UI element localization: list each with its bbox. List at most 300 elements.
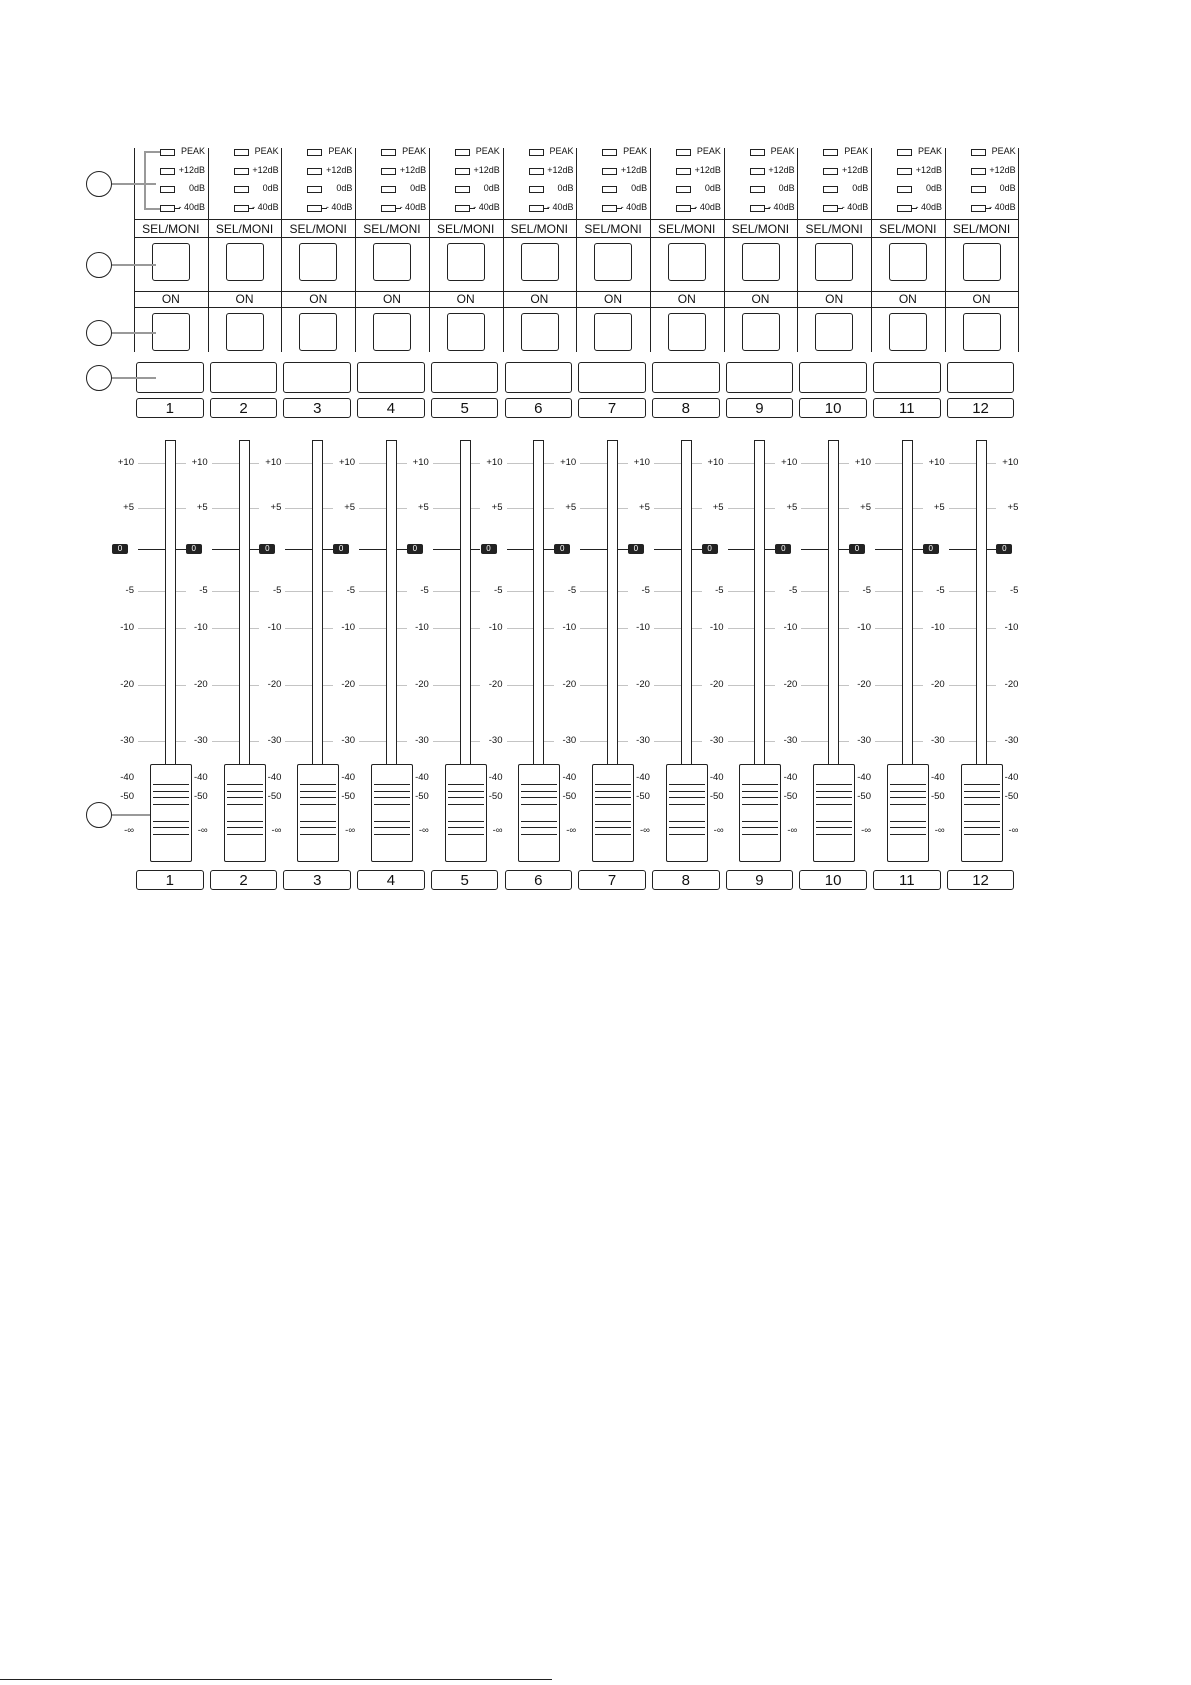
sel-moni-button-7[interactable] [594,243,632,281]
callout-marker [86,252,112,278]
fader-grid-line [433,508,481,509]
zero-db-badge: 0 [996,544,1012,554]
fader-scale-label: -∞ [639,825,650,836]
fader-knob-8[interactable] [666,764,708,862]
fader-scale-label: +5 [270,502,282,513]
fader-grid-line [212,628,260,629]
meter-led [381,168,396,175]
meter-label: - 40dB [546,202,574,212]
fader-scale-label: -40 [267,772,282,783]
fader-knob-groove [816,834,852,835]
fader-scale-label: -20 [341,679,356,690]
fader-scale-label: -10 [1004,622,1019,633]
fader-grid-line [433,628,481,629]
fader-scale-label: -10 [193,622,208,633]
fader-grid-line [285,628,333,629]
meter-led [676,168,691,175]
channel-separator [355,148,356,352]
meter-label: - 40dB [178,202,205,212]
fader-grid-line [875,463,923,464]
meter-led [750,205,765,212]
fader-grid-line [285,508,333,509]
on-button-4[interactable] [373,313,411,351]
fader-grid-line [433,685,481,686]
meter-label: - 40dB [620,202,648,212]
zero-db-badge: 0 [628,544,644,554]
fader-scale-label: -5 [420,585,429,596]
meter-led [307,205,322,212]
fader-scale-label: -50 [341,791,356,802]
zero-db-badge: 0 [186,544,202,554]
fader-scale-label: -50 [267,791,282,802]
meter-label: +12dB [326,165,353,175]
fader-grid-line [949,508,997,509]
fader-scale-label: -10 [709,622,724,633]
fader-knob-groove [521,791,557,792]
fader-track [239,440,250,768]
fader-knob-groove [374,797,410,798]
fader-knob-groove [742,791,778,792]
meter-led [160,205,175,212]
fader-knob-groove [448,797,484,798]
fader-knob-groove [742,797,778,798]
fader-grid-line [654,463,702,464]
zero-db-badge: 0 [702,544,718,554]
meter-label: - 40dB [694,202,721,212]
meter-label: - 40dB [252,202,279,212]
sel-moni-button-2[interactable] [226,243,264,281]
fader-scale-label: -50 [562,791,577,802]
zero-db-badge: 0 [775,544,791,554]
fader-grid-line [285,591,333,592]
callout-marker [86,365,112,391]
fader-knob-groove [964,821,1000,822]
meter-led [602,186,617,193]
on-label: ON [677,292,696,306]
fader-grid-line [580,591,628,592]
sel-moni-button-9[interactable] [742,243,780,281]
fader-scale-label: -30 [488,735,503,746]
fader-knob-groove [300,784,336,785]
meter-label: PEAK [254,146,279,156]
fader-knob-groove [374,827,410,828]
fader-scale-label: -5 [641,585,650,596]
fader-knob-groove [890,827,926,828]
sel-moni-label: SEL/MONI [584,222,642,236]
on-button-7[interactable] [594,313,632,351]
fader-grid-line [875,508,923,509]
on-button-6[interactable] [521,313,559,351]
fader-scale-label: -40 [636,772,650,783]
fader-knob-5[interactable] [445,764,487,862]
channel-number-label: 6 [505,870,573,890]
fader-scale-label: -20 [857,679,871,690]
fader-grid-line [728,741,776,742]
channel-number-label: 8 [652,870,720,890]
fader-grid-line [507,549,555,550]
meter-label: 0dB [483,183,500,193]
fader-knob-groove [153,797,189,798]
meter-led [676,205,691,212]
fader-grid-line [359,591,407,592]
fader-grid-line [212,591,260,592]
fader-knob-groove [521,827,557,828]
meter-led [750,186,765,193]
channel-separator [945,148,946,352]
fader-grid-line [285,549,333,550]
fader-knob-groove [595,821,631,822]
fader-scale-label: -∞ [492,825,503,836]
channel-number-label: 4 [357,398,425,418]
fader-grid-line [433,463,481,464]
fader-track [460,440,471,768]
meter-led [897,168,912,175]
sel-moni-label: SEL/MONI [879,222,937,236]
fader-knob-groove [448,821,484,822]
fader-scale-label: -∞ [124,825,134,836]
fader-scale-label: -20 [1004,679,1019,690]
fader-knob-groove [742,784,778,785]
meter-led [971,149,986,156]
channel-number-label: 7 [578,870,646,890]
meter-label: 0dB [336,183,353,193]
fader-scale-label: +5 [565,502,577,513]
fader-scale-label: -40 [709,772,724,783]
fader-knob-groove [964,804,1000,805]
fader-knob-groove [669,834,705,835]
fader-knob-groove [816,821,852,822]
meter-label: - 40dB [989,202,1016,212]
fader-grid-line [949,628,997,629]
sel-moni-button-5[interactable] [447,243,485,281]
meter-led [160,186,175,193]
channel-number-label: 11 [873,870,941,890]
fader-scale-label: -∞ [271,825,282,836]
fader-knob-groove [964,791,1000,792]
channel-number-label: 2 [210,398,278,418]
fader-scale-label: -40 [857,772,871,783]
channel-separator [797,148,798,352]
fader-knob-groove [448,791,484,792]
zero-db-badge: 0 [407,544,423,554]
channel-separator [134,148,135,352]
fader-knob-groove [300,797,336,798]
meter-led [529,149,544,156]
fader-scale-label: -30 [267,735,282,746]
fader-scale-label: -10 [415,622,429,633]
fader-knob-groove [300,827,336,828]
callout-bracket-bottom [144,208,160,210]
fader-scale-label: -20 [415,679,429,690]
zero-db-badge: 0 [112,544,128,554]
meter-led [234,186,249,193]
meter-led [602,149,617,156]
meter-label: PEAK [402,146,427,156]
meter-led [381,205,396,212]
fader-grid-line [654,685,702,686]
callout-leader [112,183,156,185]
fader-knob-groove [374,791,410,792]
sel-moni-button-4[interactable] [373,243,411,281]
fader-knob-groove [227,804,263,805]
channel-separator [281,148,282,352]
fader-track [828,440,839,768]
channel-name-strip [431,362,499,393]
channel-number-label: 12 [947,398,1015,418]
meter-label: - 40dB [399,202,427,212]
fader-knob-groove [227,791,263,792]
fader-scale-label: +10 [707,457,724,468]
fader-knob-4[interactable] [371,764,413,862]
meter-label: 0dB [852,183,869,193]
fader-knob-groove [595,834,631,835]
fader-scale-label: -40 [562,772,577,783]
fader-knob-groove [964,827,1000,828]
fader-scale-label: +10 [486,457,503,468]
on-button-12[interactable] [963,313,1001,351]
on-button-10[interactable] [815,313,853,351]
fader-grid-line [580,685,628,686]
channel-name-strip [578,362,646,393]
meter-led [455,205,470,212]
fader-scale-label: -30 [193,735,208,746]
fader-scale-label: +10 [338,457,356,468]
fader-grid-line [875,591,923,592]
on-button-8[interactable] [668,313,706,351]
fader-scale-label: -10 [562,622,577,633]
fader-scale-label: -40 [120,772,134,783]
sel-moni-label: SEL/MONI [510,222,569,236]
fader-grid-line [285,463,333,464]
channel-separator [1018,148,1019,352]
fader-knob-12[interactable] [961,764,1003,862]
fader-scale-label: -5 [567,585,577,596]
fader-knob-1[interactable] [150,764,192,862]
sel-moni-label: SEL/MONI [436,222,495,236]
fader-knob-groove [964,834,1000,835]
meter-label: +12dB [252,165,279,175]
fader-scale-label: -40 [930,772,945,783]
on-label: ON [972,292,991,306]
fader-knob-2[interactable] [224,764,266,862]
channel-number-label: 8 [652,398,720,418]
fader-knob-groove [153,827,189,828]
on-button-5[interactable] [447,313,485,351]
sel-moni-button-6[interactable] [521,243,559,281]
sel-moni-button-3[interactable] [299,243,337,281]
fader-grid-line [801,549,849,550]
channel-name-strip [947,362,1015,393]
fader-grid-line [359,508,407,509]
meter-label: PEAK [917,146,942,156]
on-button-11[interactable] [889,313,927,351]
fader-knob-groove [595,804,631,805]
on-label: ON [530,292,549,306]
meter-led [897,205,912,212]
fader-knob-7[interactable] [592,764,634,862]
fader-knob-groove [595,797,631,798]
on-button-2[interactable] [226,313,264,351]
fader-knob-3[interactable] [297,764,339,862]
fader-knob-groove [816,804,852,805]
meter-label: +12dB [547,165,574,175]
fader-knob-groove [300,804,336,805]
fader-scale-label: -5 [936,585,945,596]
meter-label: PEAK [623,146,648,156]
meter-label: 0dB [557,183,574,193]
sel-moni-button-12[interactable] [963,243,1001,281]
fader-knob-groove [374,834,410,835]
fader-knob-groove [300,791,336,792]
fader-scale-label: -40 [193,772,208,783]
meter-led [160,149,175,156]
channel-separator [208,148,209,352]
callout-bracket-top [144,151,160,153]
channel-name-strip [799,362,867,393]
channel-name-strip [652,362,720,393]
fader-scale-label: -10 [267,622,282,633]
fader-grid-line [212,549,260,550]
fader-knob-10[interactable] [813,764,855,862]
meter-label: +12dB [989,165,1016,175]
fader-scale-label: -20 [562,679,577,690]
fader-grid-line [801,685,849,686]
zero-db-badge: 0 [554,544,570,554]
sel-moni-button-10[interactable] [815,243,853,281]
meter-led [529,186,544,193]
fader-scale-label: -20 [930,679,945,690]
fader-grid-line [359,628,407,629]
fader-grid-line [875,549,923,550]
meter-label: 0dB [999,183,1016,193]
channel-separator [429,148,430,352]
fader-grid-line [138,741,186,742]
fader-scale-label: +10 [117,457,134,468]
fader-grid-line [728,463,776,464]
channel-name-strip [726,362,794,393]
fader-scale-label: -50 [488,791,503,802]
meter-label: +12dB [620,165,648,175]
fader-knob-6[interactable] [518,764,560,862]
fader-knob-9[interactable] [739,764,781,862]
meter-led [307,168,322,175]
fader-scale-label: -40 [1004,772,1019,783]
fader-knob-groove [448,784,484,785]
fader-grid-line [138,508,186,509]
meter-label: 0dB [925,183,942,193]
fader-scale-label: -∞ [934,825,945,836]
on-button-3[interactable] [299,313,337,351]
fader-scale-label: -30 [636,735,650,746]
fader-scale-label: +5 [639,502,650,513]
fader-scale-label: -10 [857,622,871,633]
sel-moni-button-1[interactable] [152,243,190,281]
sel-moni-button-8[interactable] [668,243,706,281]
sel-moni-button-11[interactable] [889,243,927,281]
fader-scale-label: -∞ [418,825,429,836]
meter-label: - 40dB [473,202,500,212]
fader-knob-11[interactable] [887,764,929,862]
on-label: ON [751,292,770,306]
fader-grid-line [212,685,260,686]
fader-knob-groove [669,804,705,805]
callout-leader [112,332,156,334]
fader-grid-line [801,591,849,592]
fader-track [165,440,176,768]
channel-name-strip [283,362,351,393]
fader-grid-line [728,685,776,686]
fader-scale-label: +5 [786,502,798,513]
fader-scale-label: +5 [933,502,945,513]
fader-knob-groove [448,827,484,828]
fader-grid-line [949,463,997,464]
channel-number-label: 1 [136,398,204,418]
fader-knob-groove [153,784,189,785]
fader-grid-line [654,508,702,509]
fader-scale-label: -5 [715,585,724,596]
fader-scale-label: -50 [1004,791,1019,802]
fader-grid-line [212,741,260,742]
fader-scale-label: -20 [193,679,208,690]
meter-led [823,168,838,175]
fader-track [754,440,765,768]
fader-scale-label: -5 [199,585,208,596]
fader-knob-groove [669,797,705,798]
zero-db-badge: 0 [259,544,275,554]
fader-scale-label: -30 [930,735,945,746]
meter-led [234,168,249,175]
channel-number-label: 11 [873,398,941,418]
on-button-1[interactable] [152,313,190,351]
fader-scale-label: -50 [193,791,208,802]
meter-led [602,168,617,175]
fader-grid-line [138,591,186,592]
fader-scale-label: -20 [783,679,798,690]
fader-scale-label: +10 [265,457,282,468]
fader-grid-line [875,685,923,686]
footer-rule [0,1679,552,1680]
on-button-9[interactable] [742,313,780,351]
fader-scale-label: -30 [120,735,134,746]
meter-led [529,168,544,175]
meter-label: 0dB [631,183,648,193]
fader-grid-line [359,463,407,464]
fader-knob-groove [890,791,926,792]
meter-led [823,205,838,212]
fader-knob-groove [742,834,778,835]
fader-grid-line [580,463,628,464]
meter-label: PEAK [549,146,574,156]
fader-scale-label: -50 [857,791,871,802]
fader-grid-line [285,685,333,686]
fader-grid-line [654,741,702,742]
channel-separator [724,148,725,352]
meter-label: 0dB [410,183,427,193]
channel-number-label: 5 [431,398,499,418]
on-label: ON [604,292,623,306]
fader-knob-groove [521,804,557,805]
fader-grid-line [654,549,702,550]
fader-knob-groove [227,827,263,828]
fader-knob-groove [742,804,778,805]
fader-track [607,440,618,768]
fader-knob-groove [595,791,631,792]
callout-marker [86,171,112,197]
fader-grid-line [138,463,186,464]
fader-grid-line [507,741,555,742]
fader-grid-line [728,549,776,550]
fader-scale-label: -∞ [787,825,798,836]
